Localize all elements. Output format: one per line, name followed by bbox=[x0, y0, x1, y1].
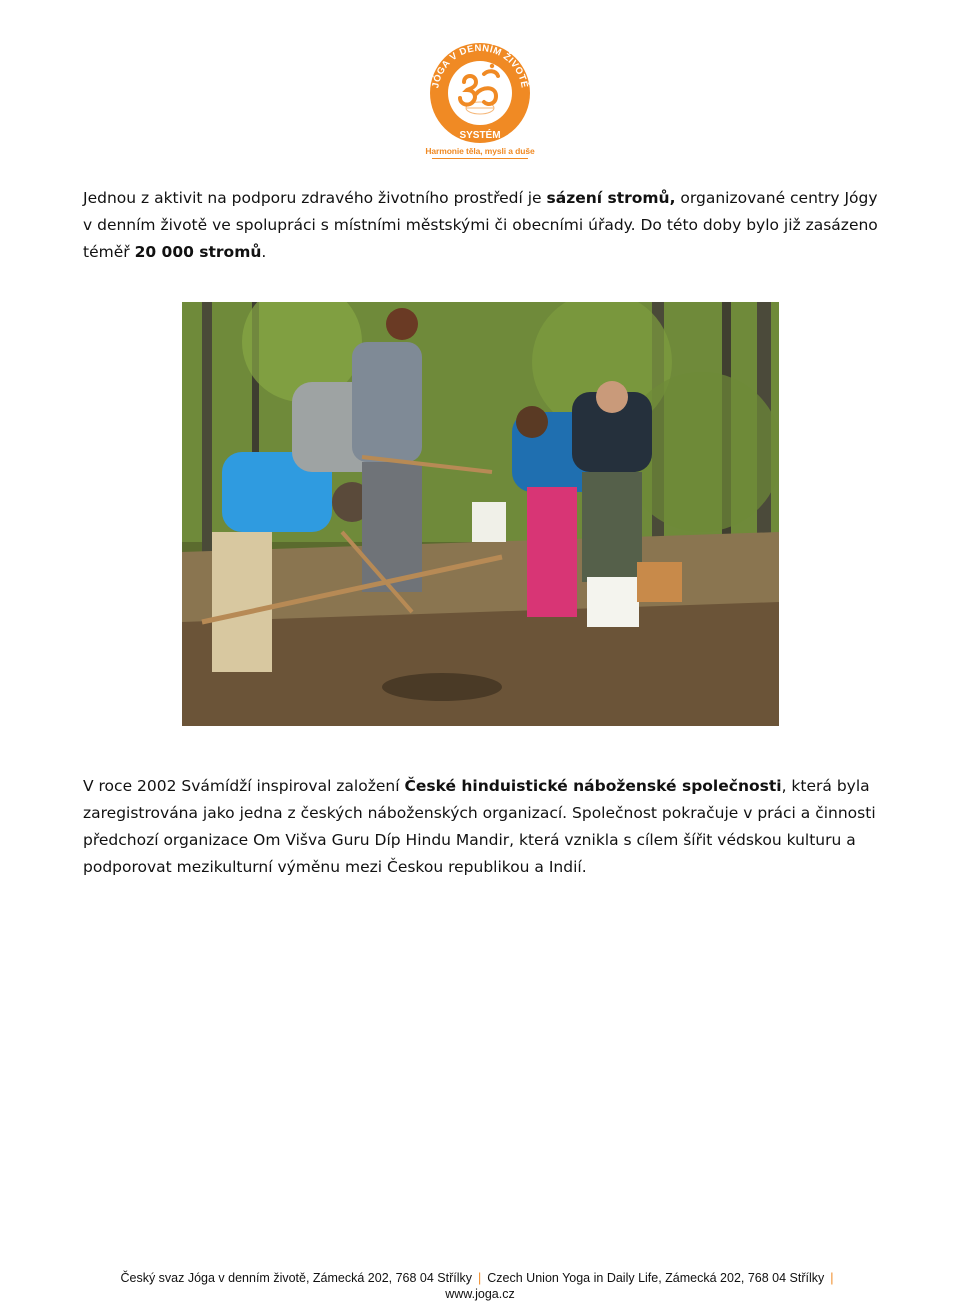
logo-emblem bbox=[420, 38, 540, 148]
logo-tagline: Harmonie těla, mysli a duše bbox=[425, 146, 535, 156]
intro-text-3: . bbox=[261, 243, 267, 261]
society-bold-name: České hinduistické náboženské společnosti bbox=[404, 777, 782, 795]
footer-website[interactable]: www.joga.cz bbox=[445, 1287, 515, 1301]
intro-paragraph bbox=[83, 185, 883, 266]
intro-text-2: organizované centry Jógy v denním životě ve spolupráci s místními městskými či obecními úřady. Do této doby bylo již zasázeno téměř bbox=[83, 189, 878, 261]
society-text-2: , která byla zaregistrována jako jedna z českých náboženských organizací. Společnost pokračuje v práci a činnosti předchozí organizace Om Višva Guru Díp Hindu Mandir, která vznikla s cílem šířit védskou kulturu a podporovat mezikulturní výměnu mezi Českou republikou a Indií. bbox=[83, 777, 876, 876]
intro-bold-tree-planting: sázení stromů, bbox=[546, 189, 676, 207]
intro-bold-tree-count: 20 000 stromů bbox=[134, 243, 262, 261]
footer-separator: | bbox=[478, 1271, 482, 1285]
intro-text-1: Jednou z aktivit na podporu zdravého životního prostředí je bbox=[83, 189, 547, 207]
society-text-1: V roce 2002 Svámídží inspiroval založení bbox=[83, 777, 405, 795]
footer-czech-address: Český svaz Jóga v denním životě, Zámecká 202, 768 04 Střílky bbox=[120, 1271, 473, 1285]
tree-planting-photo bbox=[182, 302, 779, 726]
logo-arc-bottom-text: SYSTÉM bbox=[459, 130, 501, 141]
society-paragraph bbox=[83, 773, 883, 881]
logo-underline bbox=[432, 158, 528, 159]
photo-illustration bbox=[182, 302, 779, 726]
footer-address bbox=[0, 1271, 960, 1285]
footer-separator-end: | bbox=[830, 1271, 834, 1285]
logo-inner-disc bbox=[448, 61, 512, 125]
logo bbox=[420, 38, 540, 163]
footer-english-address: Czech Union Yoga in Daily Life, Zámecká 202, 768 04 Střílky bbox=[487, 1271, 825, 1285]
logo-arc-top-text: JÓGA V DENNÍM ŽIVOTĚ bbox=[430, 42, 530, 90]
